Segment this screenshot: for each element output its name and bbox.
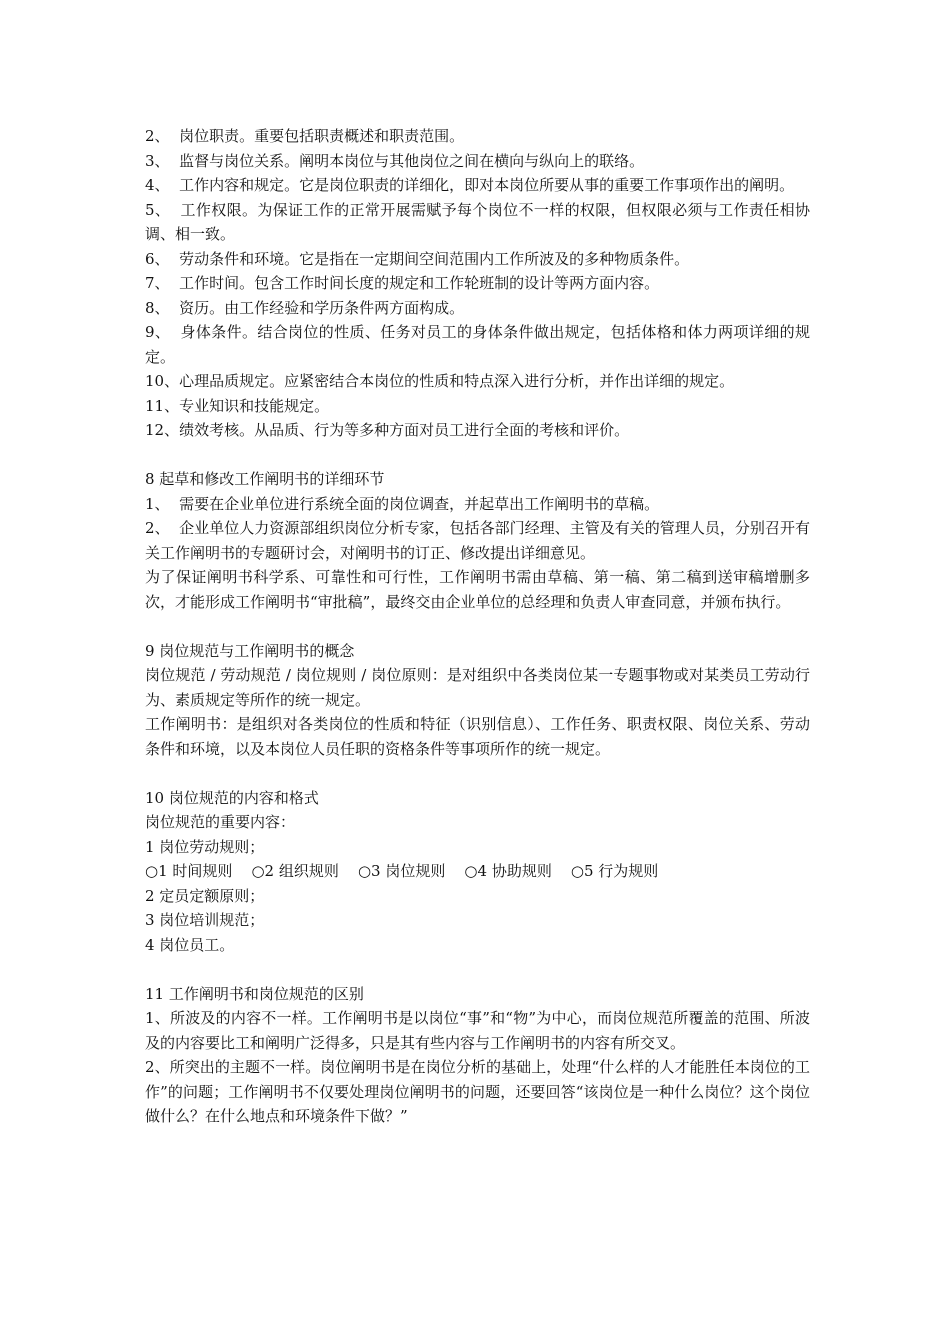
paragraph: 9、 身体条件。结合岗位的性质、任务对员工的身体条件做出规定，包括体格和体力两项详细的规定。: [145, 323, 810, 366]
paragraph-spacer: [145, 614, 810, 639]
paragraph: 3 岗位培训规范；: [145, 911, 265, 929]
paragraph: 1、所波及的内容不一样。工作阐明书是以岗位“事”和“物”为中心，而岗位规范所覆盖的范围、所波及的内容要比工和阐明广泛得多，只是其有些内容与工作阐明书的内容有所交叉。: [145, 1009, 810, 1052]
paragraph: 5、 工作权限。为保证工作的正常开展需赋予每个岗位不一样的权限，但权限必须与工作责任相协调、相一致。: [145, 200, 810, 243]
paragraph: 为了保证阐明书科学系、可靠性和可行性，工作阐明书需由草稿、第一稿、第二稿到送审稿增删多次，才能形成工作阐明书“审批稿”，最终交由企业单位的总经理和负责人审查同意，并颁布执行。: [145, 568, 810, 611]
paragraph: 工作阐明书：是组织对各类岗位的性质和特征（识别信息）、工作任务、职责权限、岗位关系、劳动条件和环境，以及本岗位人员任职的资格条件等事项所作的统一规定。: [145, 715, 810, 758]
paragraph: 2、所突出的主题不一样。岗位阐明书是在岗位分析的基础上，处理“什么样的人才能胜任本岗位的工作”的问题；工作阐明书不仅要处理岗位阐明书的问题，还要回答“该岗位是一种什么岗位？这个岗位做什么？在什么地点和环境条件下做？”: [145, 1058, 810, 1125]
paragraph: 3、 监督与岗位关系。阐明本岗位与其他岗位之间在横向与纵向上的联络。: [145, 151, 645, 170]
paragraph: 8、 资历。由工作经验和学历条件两方面构成。: [145, 298, 465, 317]
paragraph: 2、 企业单位人力资源部组织岗位分析专家，包括各部门经理、主管及有关的管理人员，分别召开有关工作阐明书的专题研讨会，对阐明书的订正、修改提出详细意见。: [145, 519, 810, 562]
paragraph: ○1 时间规则 ○2 组织规则 ○3 岗位规则 ○4 协助规则 ○5 行为规则: [145, 862, 659, 880]
paragraph: 4、 工作内容和规定。它是岗位职责的详细化，即对本岗位所要从事的重要工作事项作出的阐明。: [145, 176, 795, 194]
document-page: [145, 124, 810, 1129]
paragraph: 1 岗位劳动规则；: [145, 837, 265, 856]
paragraph: 2、 岗位职责。重要包括职责概述和职责范围。: [145, 127, 465, 145]
paragraph: 12、绩效考核。从品质、行为等多种方面对员工进行全面的考核和评价。: [145, 421, 630, 439]
paragraph: 4 岗位员工。: [145, 935, 235, 954]
paragraph-spacer: [145, 957, 810, 982]
paragraph-spacer: [145, 443, 810, 468]
paragraph: 1、 需要在企业单位进行系统全面的岗位调查，并起草出工作阐明书的草稿。: [145, 494, 660, 513]
paragraph-spacer: [145, 761, 810, 786]
paragraph: 10、心理品质规定。应紧密结合本岗位的性质和特点深入进行分析，并作出详细的规定。: [145, 372, 735, 390]
paragraph: 岗位规范的重要内容：: [145, 813, 296, 831]
paragraph: 11、专业知识和技能规定。: [145, 396, 330, 415]
paragraph: 7、 工作时间。包含工作时间长度的规定和工作轮班制的设计等两方面内容。: [145, 274, 660, 292]
paragraph: 10 岗位规范的内容和格式: [145, 788, 319, 807]
paragraph: 11 工作阐明书和岗位规范的区别: [145, 984, 364, 1003]
paragraph: 2 定员定额原则；: [145, 886, 265, 905]
paragraph: 8 起草和修改工作阐明书的详细环节: [145, 470, 385, 488]
paragraph: 6、 劳动条件和环境。它是指在一定期间空间范围内工作所波及的多种物质条件。: [145, 249, 690, 268]
paragraph: 岗位规范 / 劳动规范 / 岗位规则 / 岗位原则：是对组织中各类岗位某一专题事物或对某类员工劳动行为、素质规定等所作的统一规定。: [145, 666, 810, 709]
paragraph: 9 岗位规范与工作阐明书的概念: [145, 641, 355, 660]
